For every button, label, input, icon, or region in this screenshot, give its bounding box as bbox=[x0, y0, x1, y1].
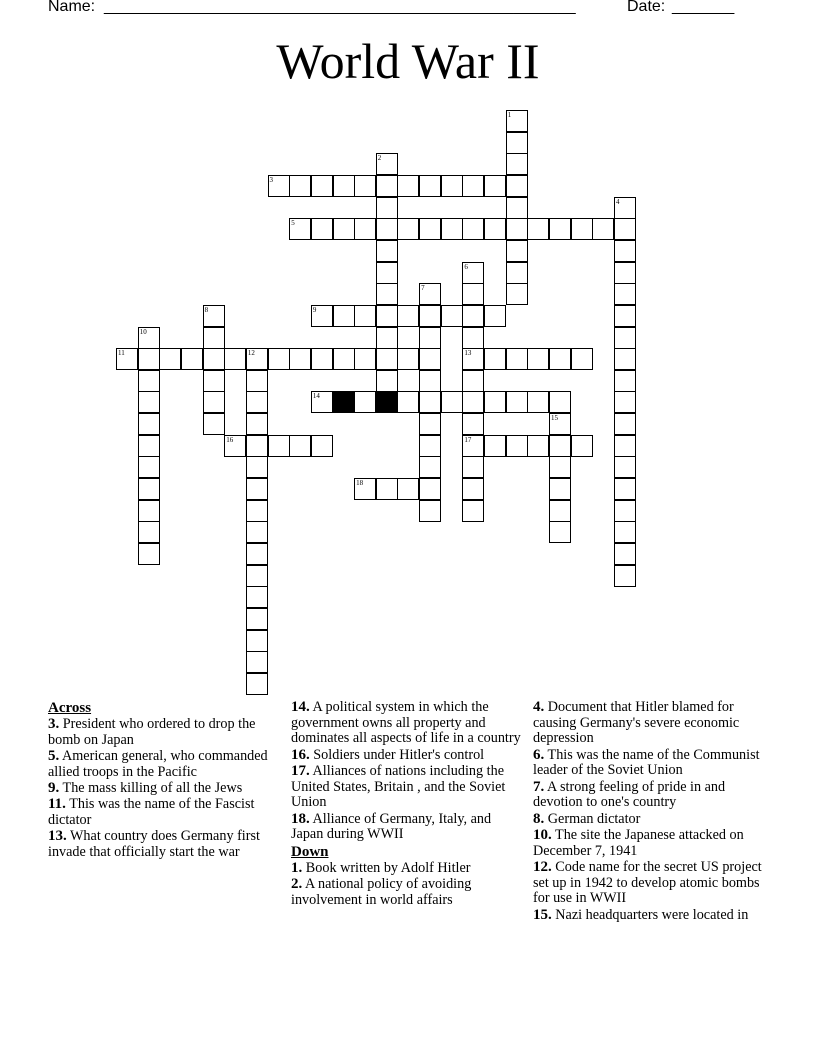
grid-cell[interactable] bbox=[203, 413, 225, 435]
grid-cell[interactable] bbox=[354, 348, 376, 370]
clue-number: 8. bbox=[533, 810, 545, 827]
clue-number: 14 bbox=[312, 392, 320, 401]
clue-text: Soldiers under Hitler's control bbox=[309, 746, 485, 763]
grid-cell[interactable] bbox=[138, 500, 160, 522]
name-field[interactable]: _____________________________________________________ bbox=[104, 0, 576, 15]
clue-number: 7. bbox=[533, 778, 545, 795]
page-title: World War II bbox=[276, 33, 540, 89]
grid-cell[interactable] bbox=[506, 283, 528, 305]
grid-cell[interactable] bbox=[484, 218, 506, 240]
clue-text: Code name for the secret US project set up in 1942 to develop atomic bombs for use in WWII bbox=[533, 858, 762, 907]
grid-cell[interactable] bbox=[441, 218, 463, 240]
grid-cell[interactable] bbox=[549, 218, 571, 240]
grid-cell[interactable] bbox=[614, 348, 636, 370]
grid-cell[interactable] bbox=[484, 435, 506, 457]
clue-number: 5. bbox=[48, 747, 60, 764]
grid-cell[interactable] bbox=[246, 413, 268, 435]
clue-number: 15. bbox=[533, 906, 552, 923]
grid-cell[interactable] bbox=[333, 175, 355, 197]
grid-cell[interactable] bbox=[506, 348, 528, 370]
grid-cell[interactable] bbox=[376, 218, 398, 240]
clue-text: Alliance of Germany, Italy, and Japan during WWII bbox=[291, 810, 492, 843]
grid-cell[interactable] bbox=[462, 262, 484, 284]
grid-cell[interactable] bbox=[246, 586, 268, 608]
grid-cell[interactable] bbox=[419, 456, 441, 478]
grid-cell[interactable] bbox=[614, 500, 636, 522]
across-clue bbox=[291, 812, 523, 843]
across-clue bbox=[48, 717, 278, 748]
grid-cell[interactable] bbox=[311, 391, 333, 413]
clue-number: 18. bbox=[291, 810, 310, 827]
down-clue bbox=[533, 812, 763, 828]
clue-number: 4 bbox=[616, 197, 620, 206]
clue-number: 2 bbox=[377, 154, 382, 163]
grid-cell[interactable] bbox=[506, 110, 528, 132]
clue-text: This was the name of the Fascist dictator bbox=[48, 796, 255, 828]
grid-cell[interactable] bbox=[462, 456, 484, 478]
down-clue bbox=[533, 780, 763, 811]
across-clue bbox=[291, 748, 523, 764]
grid-cell[interactable] bbox=[289, 435, 311, 457]
grid-cell[interactable] bbox=[397, 218, 419, 240]
grid-cell[interactable] bbox=[462, 305, 484, 327]
grid-cell[interactable] bbox=[506, 262, 528, 284]
grid-cell[interactable] bbox=[462, 283, 484, 305]
grid-cell[interactable] bbox=[419, 370, 441, 392]
clue-number: 12 bbox=[247, 349, 255, 358]
clues-column-3 bbox=[533, 700, 763, 924]
clue-number: 17 bbox=[464, 435, 472, 444]
across-clue bbox=[291, 700, 523, 747]
grid-cell[interactable] bbox=[246, 543, 268, 565]
grid-cell[interactable] bbox=[246, 435, 268, 457]
clue-text: Nazi headquarters were located in bbox=[551, 906, 749, 923]
grid-cell[interactable] bbox=[549, 348, 571, 370]
down-clue bbox=[291, 877, 523, 908]
down-heading: Down bbox=[291, 843, 329, 860]
grid-cell[interactable] bbox=[138, 456, 160, 478]
grid-cell[interactable] bbox=[289, 175, 311, 197]
grid-cell[interactable] bbox=[462, 370, 484, 392]
grid-cell[interactable] bbox=[268, 175, 290, 197]
grid-cell[interactable] bbox=[376, 262, 398, 284]
grid-cell[interactable] bbox=[614, 543, 636, 565]
across-clue bbox=[48, 829, 278, 860]
grid-cell[interactable] bbox=[203, 370, 225, 392]
grid-cell[interactable] bbox=[614, 370, 636, 392]
grid-cell[interactable] bbox=[614, 413, 636, 435]
grid-cell[interactable] bbox=[549, 478, 571, 500]
clue-text: Book written by Adolf Hitler bbox=[302, 859, 471, 876]
grid-cell[interactable] bbox=[419, 283, 441, 305]
grid-cell[interactable] bbox=[419, 218, 441, 240]
grid-cell[interactable] bbox=[462, 391, 484, 413]
grid-cell[interactable] bbox=[246, 673, 268, 695]
grid-cell[interactable] bbox=[506, 153, 528, 175]
date-field[interactable]: _______ bbox=[672, 0, 735, 15]
clue-number: 1 bbox=[507, 111, 512, 119]
grid-cell[interactable] bbox=[354, 218, 376, 240]
grid-cell[interactable] bbox=[419, 305, 441, 327]
grid-cell[interactable] bbox=[203, 305, 225, 327]
grid-cell[interactable] bbox=[506, 435, 528, 457]
grid-cell[interactable] bbox=[549, 500, 571, 522]
clue-number: 1. bbox=[291, 859, 303, 876]
grid-cell[interactable] bbox=[506, 132, 528, 154]
clue-number: 4. bbox=[533, 699, 545, 715]
grid-cell[interactable] bbox=[527, 391, 549, 413]
grid-cell[interactable] bbox=[203, 327, 225, 349]
across-heading: Across bbox=[48, 700, 92, 716]
clue-number: 18 bbox=[356, 479, 364, 487]
grid-cell[interactable] bbox=[614, 197, 636, 219]
grid-cell[interactable] bbox=[311, 305, 333, 327]
clue-text: Document that Hitler blamed for causing Germany's severe economic depression bbox=[533, 699, 740, 747]
grid-cell[interactable] bbox=[527, 218, 549, 240]
grid-cell[interactable] bbox=[614, 218, 636, 240]
grid-cell[interactable] bbox=[484, 175, 506, 197]
grid-cell[interactable] bbox=[376, 175, 398, 197]
grid-cell[interactable] bbox=[376, 197, 398, 219]
grid-cell[interactable] bbox=[462, 348, 484, 370]
clue-number: 17. bbox=[291, 762, 310, 779]
grid-cell[interactable] bbox=[138, 478, 160, 500]
grid-cell[interactable] bbox=[376, 153, 398, 175]
grid-cell[interactable] bbox=[138, 435, 160, 457]
grid-cell[interactable] bbox=[246, 651, 268, 673]
clue-number: 16 bbox=[226, 435, 234, 444]
grid-cell[interactable] bbox=[614, 327, 636, 349]
clue-number: 15 bbox=[551, 414, 558, 423]
grid-cell[interactable] bbox=[484, 391, 506, 413]
grid-cell[interactable] bbox=[138, 413, 160, 435]
grid-cell[interactable] bbox=[462, 435, 484, 457]
grid-cell[interactable] bbox=[268, 348, 290, 370]
grid-cell[interactable] bbox=[333, 218, 355, 240]
grid-cell[interactable] bbox=[441, 305, 463, 327]
grid-cell[interactable] bbox=[376, 240, 398, 262]
grid-cell[interactable] bbox=[549, 413, 571, 435]
grid-cell[interactable] bbox=[614, 565, 636, 587]
grid-cell[interactable] bbox=[116, 348, 138, 370]
grid-cell[interactable] bbox=[419, 175, 441, 197]
grid-cell[interactable] bbox=[462, 218, 484, 240]
grid-cell[interactable] bbox=[203, 391, 225, 413]
grid-cell[interactable] bbox=[614, 391, 636, 413]
clue-number: 6 bbox=[464, 262, 468, 271]
grid-cell[interactable] bbox=[419, 500, 441, 522]
grid-cell[interactable] bbox=[397, 305, 419, 327]
grid-cell[interactable] bbox=[506, 175, 528, 197]
grid-cell[interactable] bbox=[614, 521, 636, 543]
grid-cell[interactable] bbox=[246, 391, 268, 413]
grid-cell[interactable] bbox=[419, 435, 441, 457]
grid-cell[interactable] bbox=[549, 521, 571, 543]
grid-cell[interactable] bbox=[527, 435, 549, 457]
clue-text: American general, who commanded allied troops in the Pacific bbox=[48, 747, 268, 780]
grid-cell[interactable] bbox=[354, 391, 376, 413]
clue-number: 6. bbox=[533, 746, 545, 763]
grid-cell[interactable] bbox=[462, 175, 484, 197]
grid-cell[interactable] bbox=[419, 413, 441, 435]
grid-cell[interactable] bbox=[441, 175, 463, 197]
clue-text: A strong feeling of pride in and devotion to one's country bbox=[533, 778, 726, 811]
grid-cell[interactable] bbox=[376, 370, 398, 392]
grid-cell[interactable] bbox=[506, 218, 528, 240]
grid-cell[interactable] bbox=[376, 478, 398, 500]
grid-cell[interactable] bbox=[246, 630, 268, 652]
clue-number: 10 bbox=[139, 327, 147, 336]
clue-text: Alliances of nations including the United States, Britain , and the Soviet Union bbox=[291, 762, 506, 811]
grid-cell[interactable] bbox=[246, 370, 268, 392]
grid-cell[interactable] bbox=[224, 435, 246, 457]
grid-cell[interactable] bbox=[246, 456, 268, 478]
clue-text: The site the Japanese attacked on December 7, 1941 bbox=[533, 826, 744, 859]
grid-cell[interactable] bbox=[506, 240, 528, 262]
grid-cell[interactable] bbox=[614, 456, 636, 478]
grid-cell[interactable] bbox=[289, 348, 311, 370]
grid-cell[interactable] bbox=[138, 348, 160, 370]
grid-cell[interactable] bbox=[138, 521, 160, 543]
down-clue bbox=[533, 908, 763, 924]
clue-text: The mass killing of all the Jews bbox=[59, 779, 243, 796]
grid-cell[interactable] bbox=[419, 391, 441, 413]
clues-column-1 bbox=[48, 700, 278, 861]
grid-cell[interactable] bbox=[397, 175, 419, 197]
clue-number: 14. bbox=[291, 699, 310, 715]
date-label: Date: bbox=[627, 0, 666, 15]
across-clue bbox=[48, 797, 278, 828]
black-cell bbox=[333, 391, 355, 413]
grid-cell[interactable] bbox=[181, 348, 203, 370]
grid-cell[interactable] bbox=[419, 348, 441, 370]
grid-cell[interactable] bbox=[246, 500, 268, 522]
clue-number: 9 bbox=[312, 305, 317, 314]
grid-cell[interactable] bbox=[354, 175, 376, 197]
clue-number: 16. bbox=[291, 746, 310, 763]
black-cell bbox=[376, 391, 398, 413]
grid-cell[interactable] bbox=[203, 348, 225, 370]
across-clue bbox=[48, 749, 278, 780]
clue-number: 9. bbox=[48, 779, 60, 796]
grid-cell[interactable] bbox=[484, 348, 506, 370]
clue-number: 2. bbox=[291, 875, 303, 892]
clue-number: 8 bbox=[204, 305, 209, 314]
grid-cell[interactable] bbox=[614, 435, 636, 457]
down-clue bbox=[533, 828, 763, 859]
grid-cell[interactable] bbox=[397, 478, 419, 500]
down-clue bbox=[533, 860, 763, 907]
grid-cell[interactable] bbox=[376, 283, 398, 305]
clue-number: 13. bbox=[48, 828, 67, 845]
grid-cell[interactable] bbox=[506, 391, 528, 413]
grid-cell[interactable] bbox=[311, 175, 333, 197]
grid-cell[interactable] bbox=[354, 478, 376, 500]
across-clue bbox=[48, 781, 278, 797]
grid-cell[interactable] bbox=[549, 391, 571, 413]
grid-cell[interactable] bbox=[397, 348, 419, 370]
clue-number: 12. bbox=[533, 858, 552, 875]
grid-cell[interactable] bbox=[376, 305, 398, 327]
grid-cell[interactable] bbox=[614, 240, 636, 262]
grid-cell[interactable] bbox=[246, 565, 268, 587]
grid-cell[interactable] bbox=[571, 218, 593, 240]
grid-cell[interactable] bbox=[419, 327, 441, 349]
name-label: Name: bbox=[48, 0, 96, 15]
clue-number: 13 bbox=[464, 349, 472, 358]
across-clue bbox=[291, 764, 523, 811]
grid-cell[interactable] bbox=[549, 456, 571, 478]
clue-text: A national policy of avoiding involvement in world affairs bbox=[291, 875, 472, 908]
clue-text: What country does Germany first invade that officially start the war bbox=[48, 828, 260, 860]
grid-cell[interactable] bbox=[224, 348, 246, 370]
grid-cell[interactable] bbox=[462, 327, 484, 349]
grid-cell[interactable] bbox=[506, 197, 528, 219]
grid-cell[interactable] bbox=[484, 305, 506, 327]
down-clue bbox=[291, 861, 523, 877]
grid-cell[interactable] bbox=[246, 608, 268, 630]
clue-text: President who ordered to drop the bomb on Japan bbox=[48, 716, 256, 748]
grid-cell[interactable] bbox=[138, 370, 160, 392]
grid-cell[interactable] bbox=[354, 305, 376, 327]
clue-number: 3. bbox=[48, 716, 60, 732]
grid-cell[interactable] bbox=[614, 478, 636, 500]
clue-number: 10. bbox=[533, 826, 552, 843]
grid-cell[interactable] bbox=[614, 305, 636, 327]
grid-cell[interactable] bbox=[311, 218, 333, 240]
grid-cell[interactable] bbox=[527, 348, 549, 370]
clue-number: 5 bbox=[291, 219, 295, 228]
grid-cell[interactable] bbox=[138, 543, 160, 565]
grid-cell[interactable] bbox=[268, 435, 290, 457]
grid-cell[interactable] bbox=[289, 218, 311, 240]
grid-cell[interactable] bbox=[246, 478, 268, 500]
grid-cell[interactable] bbox=[571, 348, 593, 370]
clues-column-2 bbox=[291, 700, 523, 909]
grid-cell[interactable] bbox=[441, 391, 463, 413]
grid-cell[interactable] bbox=[462, 500, 484, 522]
clue-text: This was the name of the Communist leader of the Soviet Union bbox=[533, 746, 760, 779]
grid-cell[interactable] bbox=[614, 262, 636, 284]
grid-cell[interactable] bbox=[246, 348, 268, 370]
grid-cell[interactable] bbox=[333, 348, 355, 370]
down-clue bbox=[533, 700, 763, 747]
grid-cell[interactable] bbox=[138, 391, 160, 413]
grid-cell[interactable] bbox=[376, 348, 398, 370]
grid-cell[interactable] bbox=[333, 305, 355, 327]
grid-cell[interactable] bbox=[592, 218, 614, 240]
clue-number: 7 bbox=[421, 284, 425, 293]
clue-text: A political system in which the government owns all property and dominates all aspects of life in a country bbox=[291, 699, 521, 747]
grid-cell[interactable] bbox=[376, 327, 398, 349]
grid-cell[interactable] bbox=[549, 435, 571, 457]
clue-number: 11. bbox=[48, 796, 66, 813]
clue-number: 3 bbox=[269, 175, 273, 184]
down-clue bbox=[533, 748, 763, 779]
grid-cell[interactable] bbox=[311, 348, 333, 370]
grid-cell[interactable] bbox=[311, 435, 333, 457]
grid-cell[interactable] bbox=[397, 391, 419, 413]
grid-cell[interactable] bbox=[419, 478, 441, 500]
grid-cell[interactable] bbox=[614, 283, 636, 305]
grid-cell[interactable] bbox=[138, 327, 160, 349]
grid-cell[interactable] bbox=[159, 348, 181, 370]
grid-cell[interactable] bbox=[462, 413, 484, 435]
grid-cell[interactable] bbox=[246, 521, 268, 543]
grid-cell[interactable] bbox=[571, 435, 593, 457]
clue-number: 11 bbox=[118, 349, 125, 358]
clue-text: German dictator bbox=[544, 810, 641, 827]
grid-cell[interactable] bbox=[462, 478, 484, 500]
